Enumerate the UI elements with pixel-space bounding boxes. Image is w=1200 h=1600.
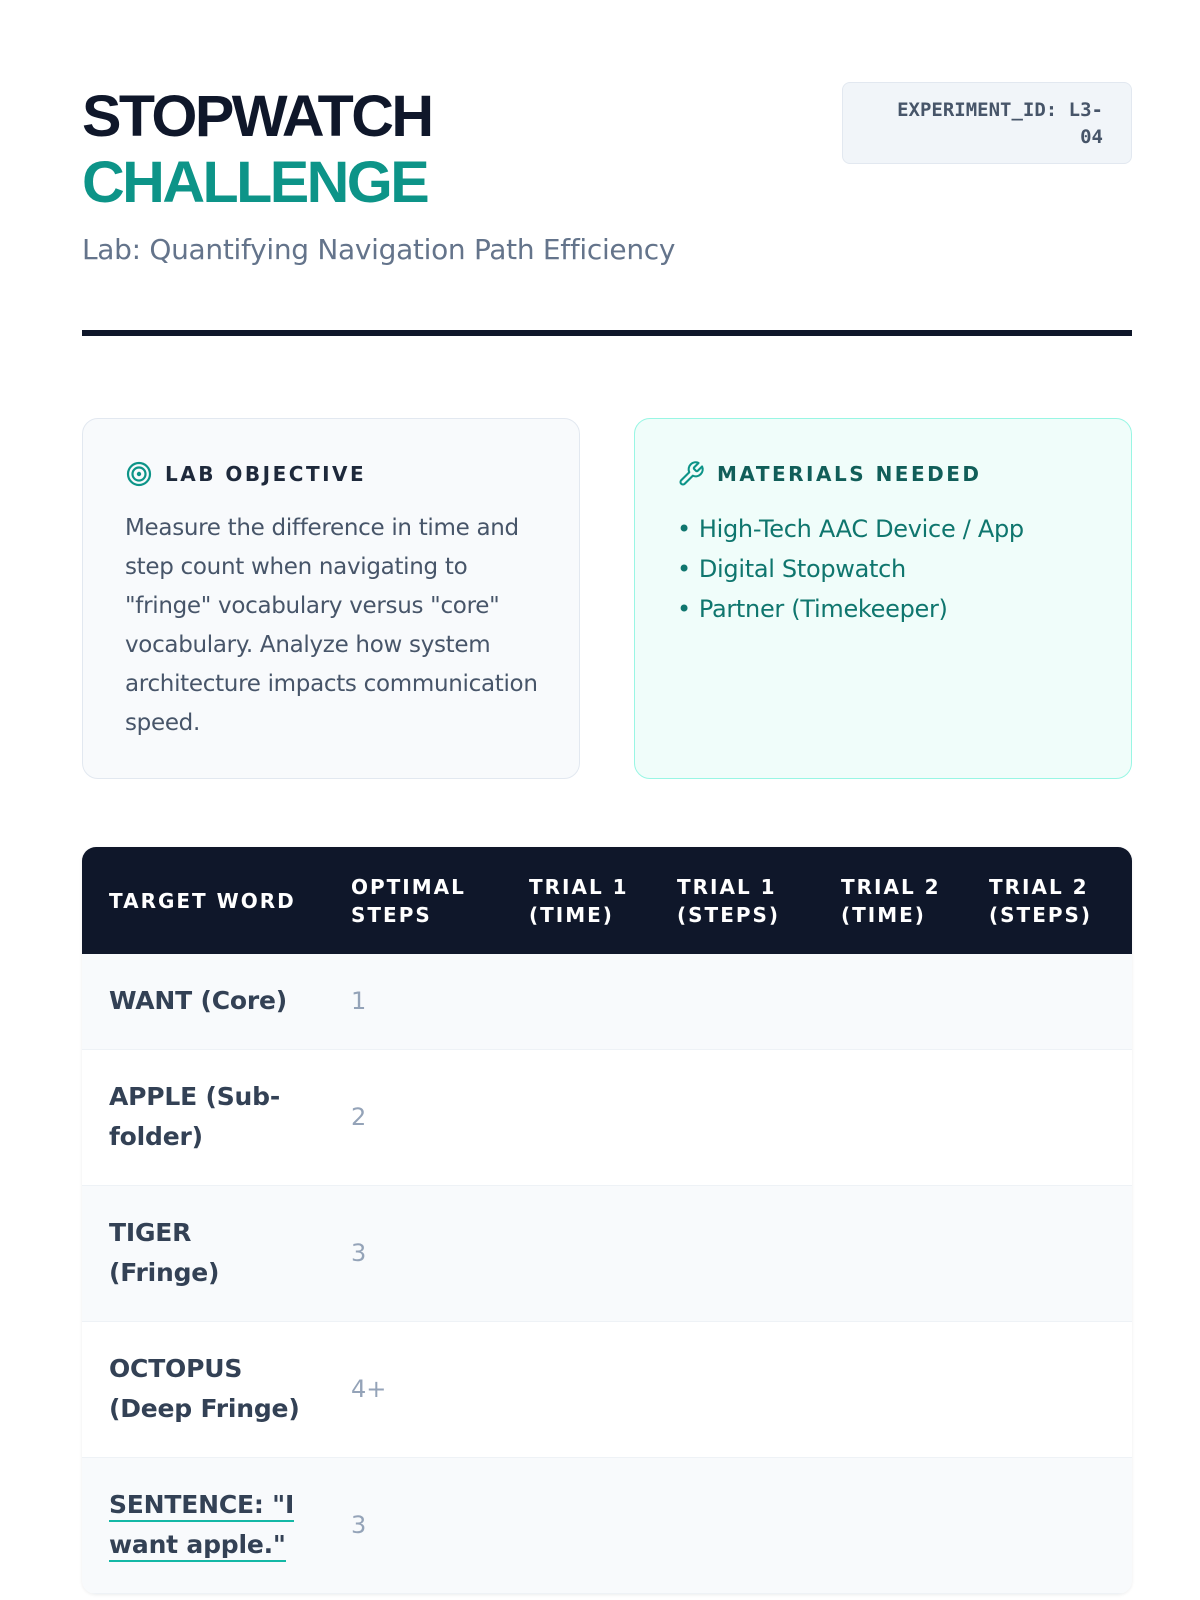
- header-trial1-time: TRIAL 1 (TIME): [502, 847, 650, 954]
- trial1-time-cell[interactable]: [502, 1321, 650, 1457]
- trial1-time-cell[interactable]: [502, 1457, 650, 1593]
- lab-worksheet: [82, 0, 1132, 1559]
- optimal-steps-cell: 1: [324, 954, 502, 1049]
- header-trial2-steps: TRIAL 2 (STEPS): [962, 847, 1132, 954]
- materials-item: • Digital Stopwatch: [677, 549, 1091, 589]
- trial2-time-cell[interactable]: [814, 1457, 962, 1593]
- target-word-cell: WANT (Core): [82, 954, 324, 1049]
- trial1-steps-cell[interactable]: [650, 1321, 814, 1457]
- table-row: [82, 1321, 1132, 1457]
- materials-item: • Partner (Timekeeper): [677, 589, 1091, 629]
- title-line-1: STOPWATCH: [82, 84, 432, 149]
- trial1-time-cell[interactable]: [502, 954, 650, 1049]
- trial2-steps-cell[interactable]: [962, 1185, 1132, 1321]
- objective-card-header: [125, 459, 539, 489]
- worksheet-header: [82, 0, 1132, 340]
- trial2-time-cell[interactable]: [814, 1185, 962, 1321]
- trial1-time-cell[interactable]: [502, 1185, 650, 1321]
- trial-table: [82, 847, 1132, 1594]
- trial2-steps-cell[interactable]: [962, 1321, 1132, 1457]
- trial1-steps-cell[interactable]: [650, 1457, 814, 1593]
- optimal-steps-cell: 3: [324, 1457, 502, 1593]
- trial2-steps-cell[interactable]: [962, 1049, 1132, 1185]
- header-target-word: TARGET WORD: [82, 847, 324, 954]
- materials-list: [677, 509, 1091, 629]
- table-row: [82, 1049, 1132, 1185]
- table-row: [82, 1185, 1132, 1321]
- optimal-steps-cell: 3: [324, 1185, 502, 1321]
- optimal-steps-cell: 2: [324, 1049, 502, 1185]
- target-word-cell: OCTOPUS (Deep Fringe): [82, 1321, 324, 1457]
- trial2-time-cell[interactable]: [814, 1321, 962, 1457]
- optimal-steps-cell: 4+: [324, 1321, 502, 1457]
- header-trial1-steps: TRIAL 1 (STEPS): [650, 847, 814, 954]
- experiment-id-line-2: 04: [1080, 126, 1103, 148]
- table-header-row: [82, 847, 1132, 954]
- table-row: [82, 1457, 1132, 1593]
- sentence-link-text: SENTENCE: "I want apple.": [109, 1490, 294, 1562]
- header-trial2-time: TRIAL 2 (TIME): [814, 847, 962, 954]
- materials-title: MATERIALS NEEDED: [717, 462, 982, 486]
- table-row: [82, 954, 1132, 1049]
- trial2-time-cell[interactable]: [814, 954, 962, 1049]
- target-word-cell: APPLE (Sub-folder): [82, 1049, 324, 1185]
- target-word-cell: [82, 1457, 324, 1593]
- trial2-time-cell[interactable]: [814, 1049, 962, 1185]
- trial1-steps-cell[interactable]: [650, 1049, 814, 1185]
- objective-title: LAB OBJECTIVE: [165, 462, 367, 486]
- trial1-steps-cell[interactable]: [650, 954, 814, 1049]
- wrench-icon: [677, 460, 705, 488]
- objective-text: Measure the difference in time and step count when navigating to "fringe" vocabulary versus "core" vocabulary. Analyze how system architecture impacts communication speed.: [125, 515, 538, 736]
- materials-card: [634, 418, 1132, 779]
- trial1-time-cell[interactable]: [502, 1049, 650, 1185]
- trial-table-container: [82, 847, 1132, 1594]
- trial2-steps-cell[interactable]: [962, 954, 1132, 1049]
- experiment-id-badge: [842, 82, 1132, 164]
- header-optimal-steps: OPTIMAL STEPS: [324, 847, 502, 954]
- trial1-steps-cell[interactable]: [650, 1185, 814, 1321]
- target-icon: [125, 460, 153, 488]
- trial2-steps-cell[interactable]: [962, 1457, 1132, 1593]
- header-divider: [82, 330, 1132, 336]
- objective-card: [82, 418, 580, 779]
- experiment-id-line-1: EXPERIMENT_ID: L3-: [897, 99, 1103, 121]
- materials-card-header: [677, 459, 1091, 489]
- page-subtitle: Lab: Quantifying Navigation Path Efficiency: [82, 233, 676, 266]
- title-line-2: CHALLENGE: [82, 150, 428, 215]
- target-word-cell: TIGER (Fringe): [82, 1185, 324, 1321]
- materials-item: • High-Tech AAC Device / App: [677, 509, 1091, 549]
